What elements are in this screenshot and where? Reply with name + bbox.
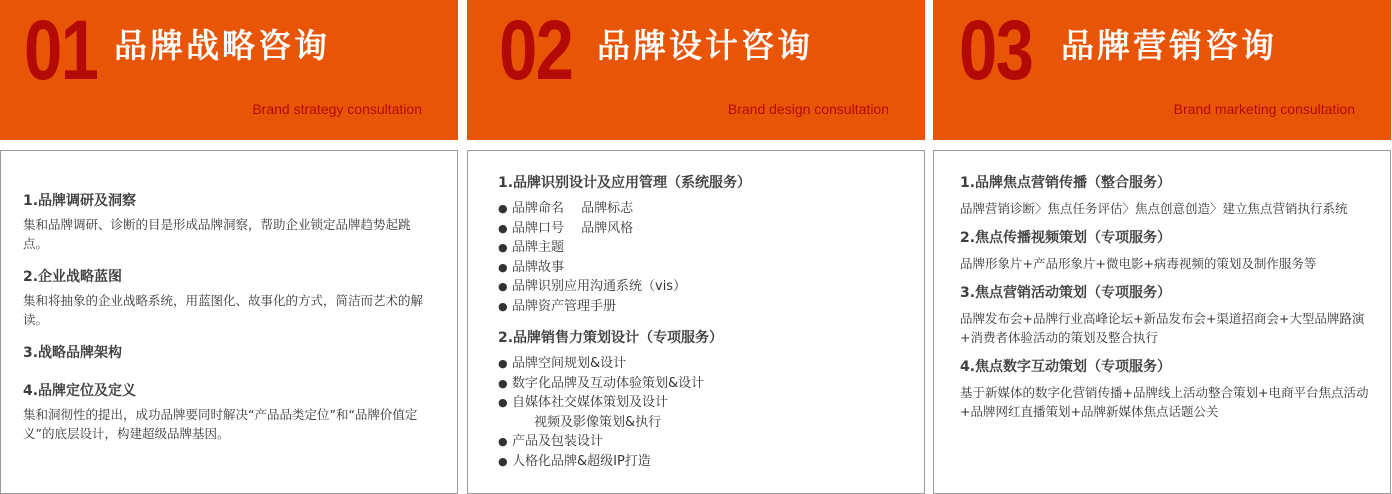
- list-item-label: 品牌主题: [512, 240, 565, 255]
- list-item-label: 人格化品牌&超级IP打造: [512, 453, 651, 469]
- section-title: 品牌营销咨询: [1061, 26, 1277, 65]
- list-item: [498, 374, 908, 394]
- section: [960, 228, 1370, 273]
- bullet-icon: ●: [498, 299, 508, 313]
- bullet-icon: ●: [498, 454, 508, 468]
- bullet-list: [498, 199, 908, 316]
- section-heading: 2.品牌销售力策划设计（专项服务）: [498, 330, 724, 346]
- panel-content: [498, 173, 908, 485]
- section-heading: 2.企业战略蓝图: [23, 269, 123, 285]
- section: [23, 343, 433, 363]
- list-item-label: 视频及影像策划&执行: [534, 414, 662, 430]
- section-text: 品牌发布会+品牌行业高峰论坛+新品发布会+渠道招商会+大型品牌路演+消费者体验活动的策划及整合执行: [960, 311, 1365, 345]
- section: [23, 381, 433, 443]
- section: [23, 267, 433, 329]
- section: [960, 283, 1370, 347]
- list-item-label: 品牌口号 品牌风格: [512, 220, 634, 236]
- bullet-icon: ●: [498, 435, 508, 448]
- panel-content: [960, 173, 1370, 435]
- list-item-label: 品牌识别应用沟通系统（vis）: [512, 279, 687, 294]
- section-number: 01: [24, 3, 98, 97]
- section-heading: 4.品牌定位及定义: [23, 383, 137, 399]
- banner: [933, 0, 1391, 140]
- list-item: [498, 393, 908, 413]
- section-text: 品牌营销诊断〉焦点任务评估〉焦点创意创造〉建立焦点营销执行系统: [960, 201, 1348, 216]
- list-item: [498, 452, 908, 472]
- section-text: 集和洞彻性的提出，成功品牌要同时解决“产品品类定位”和“品牌价值定义”的底层设计，构建超级品牌基因。: [23, 407, 418, 441]
- list-item-label: 品牌命名 品牌标志: [512, 201, 634, 216]
- bullet-icon: ●: [498, 202, 508, 215]
- bullet-list: [498, 354, 908, 471]
- banner: [467, 0, 925, 140]
- bullet-icon: ●: [498, 241, 508, 254]
- list-item: [498, 219, 908, 239]
- section-heading: 1.品牌焦点营销传播（整合服务）: [960, 175, 1172, 191]
- bullet-icon: ●: [498, 376, 508, 390]
- list-item: [498, 413, 908, 433]
- section-heading: 1.品牌识别设计及应用管理（系统服务）: [498, 175, 752, 191]
- section-title: 品牌战略咨询: [114, 26, 330, 65]
- bullet-icon: ●: [498, 260, 508, 274]
- section: [960, 357, 1370, 421]
- section: [498, 173, 908, 316]
- section-heading: 3.焦点营销活动策划（专项服务）: [960, 285, 1172, 301]
- list-item-label: 数字化品牌及互动体验策划&设计: [512, 375, 705, 391]
- content-panel: [933, 150, 1391, 494]
- list-item: [498, 354, 908, 374]
- section: [23, 191, 433, 253]
- section-text: 品牌形象片+产品形象片+微电影+病毒视频的策划及制作服务等: [960, 256, 1317, 271]
- bullet-icon: ●: [498, 357, 508, 370]
- list-item: [498, 199, 908, 219]
- bullet-icon: ●: [498, 280, 508, 293]
- list-item-label: 品牌空间规划&设计: [512, 356, 627, 371]
- section-number: 03: [959, 3, 1033, 97]
- section-subtitle: Brand design consultation: [727, 101, 889, 117]
- list-item-label: 自媒体社交媒体策划及设计: [512, 395, 669, 410]
- section-text: 集和将抽象的企业战略系统，用蓝图化、故事化的方式，简洁而艺术的解读。: [23, 293, 424, 327]
- section-heading: 2.焦点传播视频策划（专项服务）: [960, 230, 1172, 246]
- list-item: [498, 277, 908, 297]
- section-heading: 4.焦点数字互动策划（专项服务）: [960, 359, 1172, 375]
- list-item-label: 品牌故事: [512, 259, 565, 275]
- section-subtitle: Brand strategy consultation: [252, 101, 422, 117]
- section: [960, 173, 1370, 218]
- section-heading: 1.品牌调研及洞察: [23, 193, 137, 209]
- section-text: 基于新媒体的数字化营销传播+品牌线上活动整合策划+电商平台焦点活动+品牌网红直播策划+品牌新媒体焦点话题公关: [960, 385, 1369, 419]
- section: [498, 328, 908, 471]
- section-subtitle: Brand marketing consultation: [1173, 101, 1355, 117]
- section-number: 02: [499, 3, 573, 97]
- list-item: [498, 238, 908, 258]
- list-item: [498, 432, 908, 452]
- bullet-icon: ●: [498, 396, 508, 409]
- content-panel: [0, 150, 458, 494]
- section-text: 集和品牌调研、诊断的目是形成品牌洞察，帮助企业锁定品牌趋势起跳点。: [23, 217, 411, 251]
- list-item-label: 产品及包装设计: [512, 434, 604, 449]
- list-item: [498, 297, 908, 317]
- list-item-label: 品牌资产管理手册: [512, 298, 617, 314]
- banner: [0, 0, 458, 140]
- list-item: [498, 258, 908, 278]
- section-heading: 3.战略品牌架构: [23, 345, 123, 361]
- bullet-icon: ●: [498, 221, 508, 235]
- content-panel: [467, 150, 925, 494]
- panel-content: [23, 191, 433, 457]
- section-title: 品牌设计咨询: [597, 26, 813, 65]
